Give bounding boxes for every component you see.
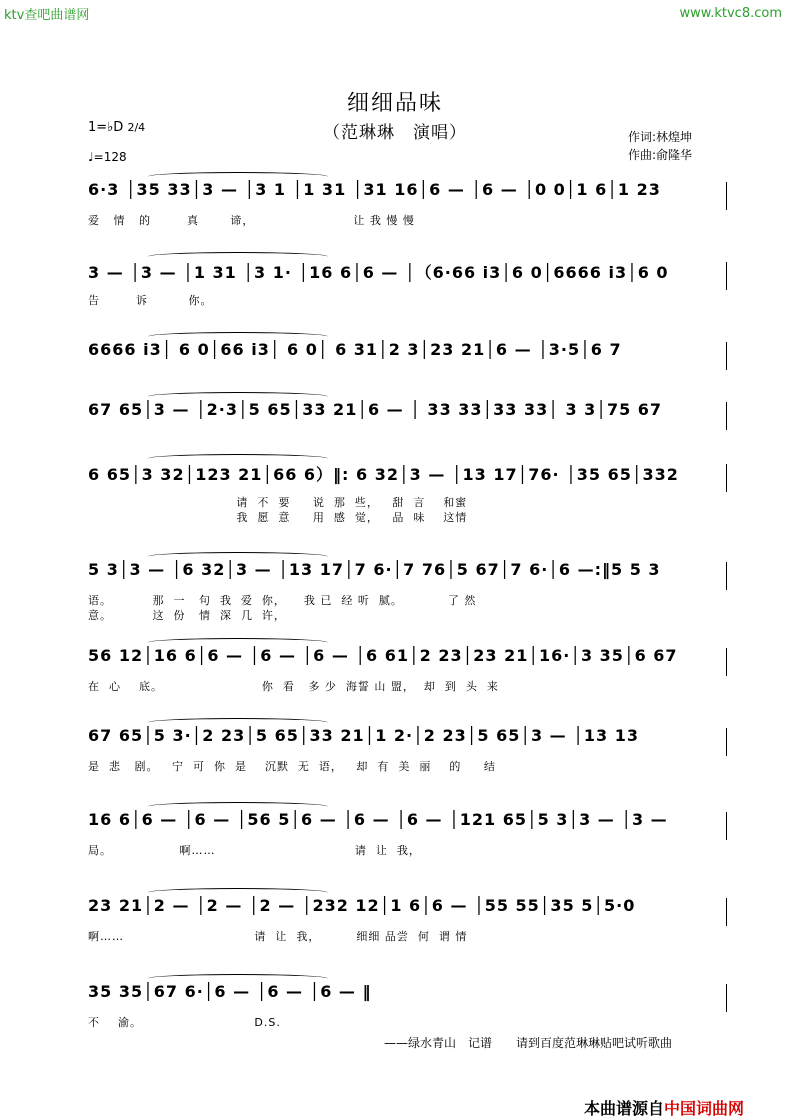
lyric-row: 告 诉 你。 [88, 294, 213, 307]
notation-row: 67 65│5 3·│2 23│5 65│33 21│1 2·│2 23│5 65│3 — │13 13 [88, 726, 639, 745]
barline [726, 812, 727, 840]
barline [726, 728, 727, 756]
lyricist-credit: 作词:林煌坤 [628, 130, 693, 144]
barline [726, 464, 727, 492]
notation-row: 6·3 │35 33│3 — │3 1 │1 31 │31 16│6 — │6 — │0 0│1 6│1 23 [88, 180, 661, 199]
score-line [88, 458, 728, 548]
tempo-marking: ♩=128 [88, 150, 127, 164]
score-line [88, 722, 728, 812]
notation-row: 6 65│3 32│123 21│66 6）‖: 6 32│3 — │13 17│76· │35 65│332 [88, 465, 679, 484]
notation-row: 35 35│67 6·│6 — │6 — │6 — ‖ [88, 982, 372, 1001]
barline [726, 182, 727, 210]
time-signature: 2/4 [127, 121, 146, 134]
barline [726, 562, 727, 590]
barline [726, 898, 727, 926]
notation-row: 16 6│6 — │6 — │56 5│6 — │6 — │6 — │121 65│5 3│3 — │3 — [88, 810, 668, 829]
barline [726, 648, 727, 676]
lyric-row: 语。 那 一 句 我 爱 你， 我 已 经 听 腻。 了 然 [88, 594, 477, 607]
key-signature [88, 120, 145, 135]
lyric-row: 请 不 要 说 那 些， 甜 言 和蜜 [88, 496, 468, 509]
lyric-row: 在 心 底。 你 看 多 少 海誓 山 盟， 却 到 头 来 [88, 680, 499, 693]
notation-row: 56 12│16 6│6 — │6 — │6 — │6 61│2 23│23 21│16·│3 35│6 67 [88, 646, 678, 665]
composer-credit: 作曲:俞隆华 [628, 148, 693, 162]
score-line [88, 978, 728, 1068]
lyric-row: 啊…… 请 让 我， 细细 品尝 何 谓 情 [88, 930, 468, 943]
score-line [88, 892, 728, 982]
barline [726, 342, 727, 370]
score-line [88, 556, 728, 646]
song-subtitle: （范琳琳 演唱） [323, 123, 467, 143]
lyric-row: 不 渝。 D.S. [88, 1016, 281, 1029]
lyric-row: 意。 这 份 情 深 几 许， [88, 609, 286, 622]
barline [726, 262, 727, 290]
transcriber-credit: ——绿水青山 记谱 请到百度范琳琳贴吧试听歌曲 [384, 1036, 673, 1050]
lyric-row: 我 愿 意 用 感 觉， 品 味 这情 [88, 511, 468, 524]
notation-row: 5 3│3 — │6 32│3 — │13 17│7 6·│7 76│5 67│7 6·│6 —:‖5 5 3 [88, 560, 661, 579]
lyric-row: 是 悲 剧。 宁 可 你 是 沉默 无 语， 却 有 美 丽 的 结 [88, 760, 496, 773]
lyric-row: 爱 情 的 真 谛， 让 我 慢 慢 [88, 214, 415, 227]
song-title: 细细品味 [346, 91, 443, 116]
lyric-row: 局。 啊…… 请 让 我， [88, 844, 421, 857]
notation-row: 3 — │3 — │1 31 │3 1· │16 6│6 — │（6·66 i3│6 0│6666 i3│6 0 [88, 263, 669, 282]
notation-row: 23 21│2 — │2 — │2 — │232 12│1 6│6 — │55 55│35 5│5·0 [88, 896, 636, 915]
notation-row: 67 65│3 — │2·3│5 65│33 21│6 — │ 33 33│33 33│ 3 3│75 67 [88, 400, 663, 419]
key-label: 1=♭D [88, 120, 124, 135]
barline [726, 984, 727, 1012]
source-name: 中国词曲网 [664, 1099, 745, 1118]
notation-row: 6666 i3│ 6 0│66 i3│ 6 0│ 6 31│2 3│23 21│6 — │3·5│6 7 [88, 340, 622, 359]
source-attribution [584, 1096, 744, 1119]
watermark-right: www.ktvc8.com [679, 6, 782, 21]
watermark-left: ktv查吧曲谱网 [4, 8, 90, 23]
barline [726, 402, 727, 430]
score-line [88, 806, 728, 896]
source-prefix: 本曲谱源自 [584, 1099, 665, 1118]
